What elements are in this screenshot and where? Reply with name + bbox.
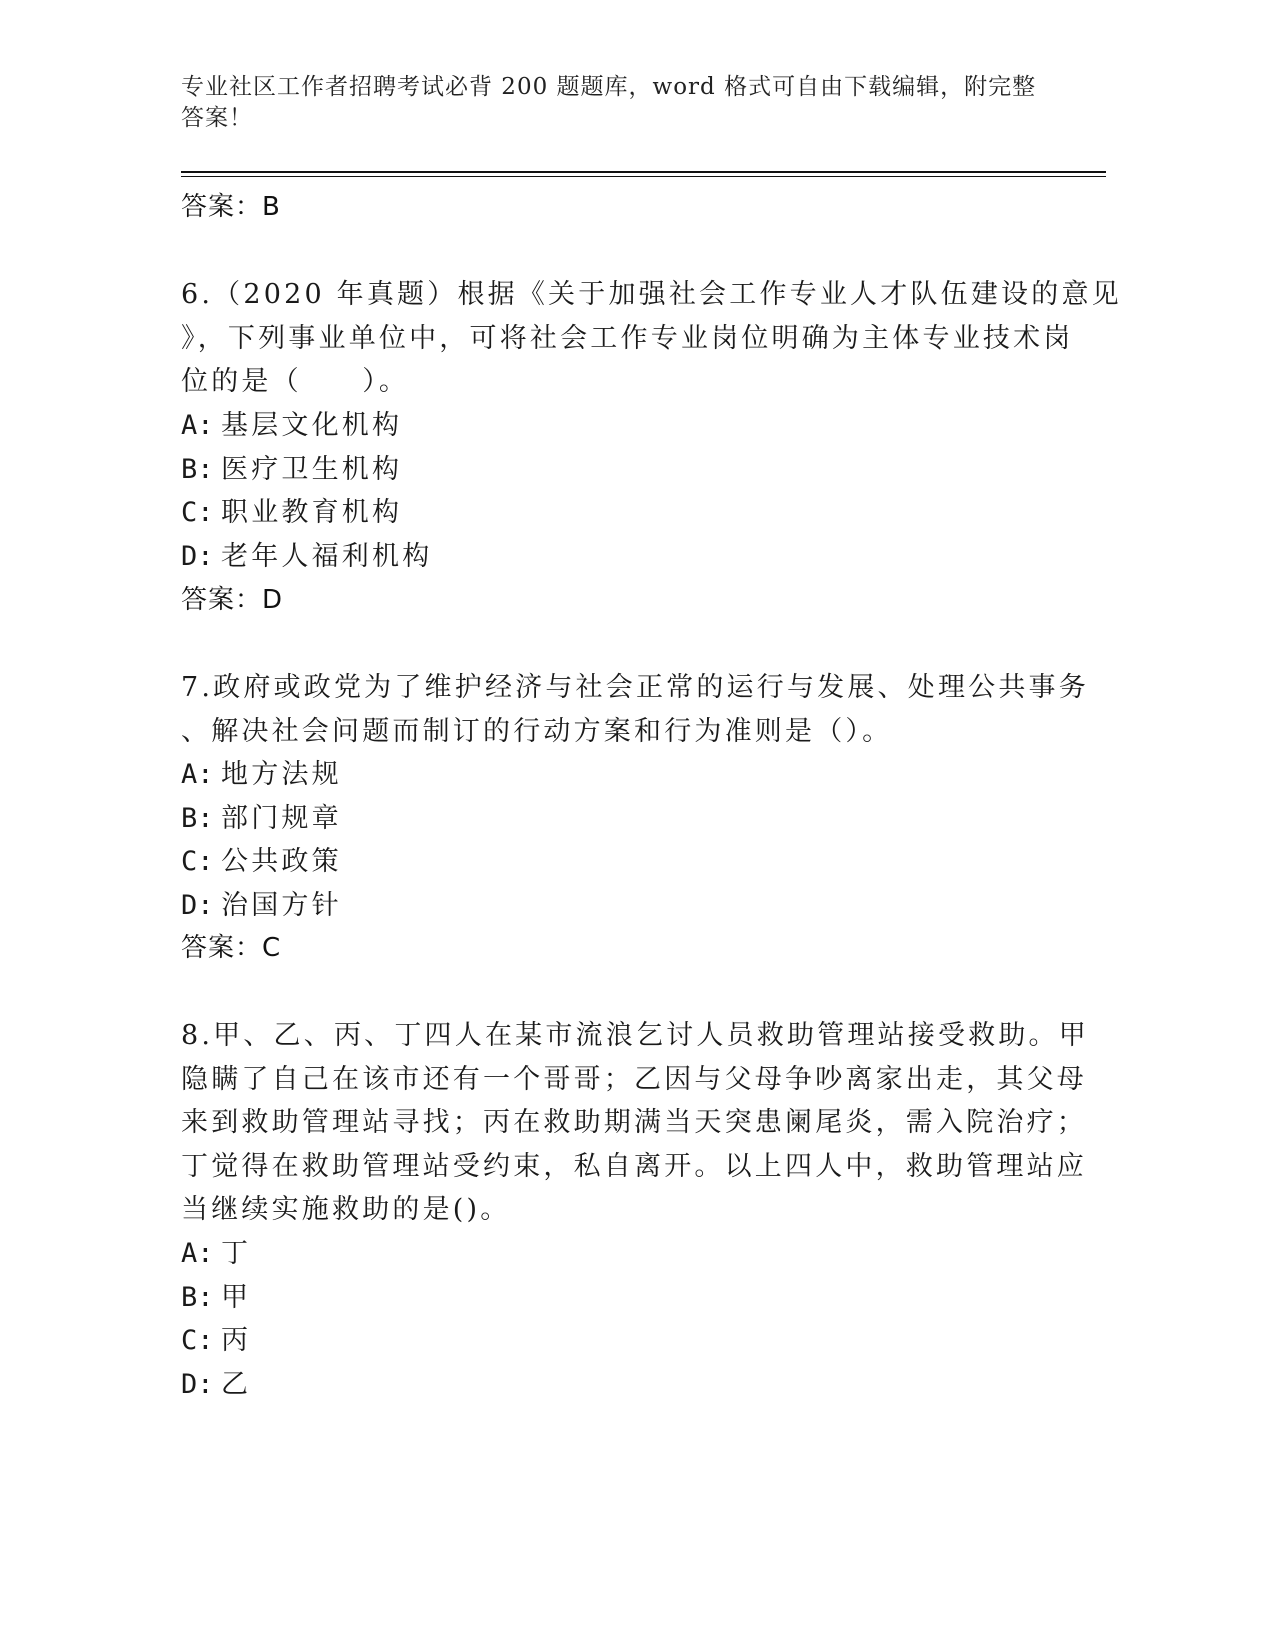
option-key: A: [181, 759, 214, 790]
question-7-answer: 答案：C [181, 933, 282, 963]
question-7-option-a [181, 752, 342, 791]
option-text: 治国方针 [221, 890, 342, 921]
question-8-option-a [181, 1231, 251, 1270]
question-7-option-d [181, 883, 342, 922]
question-8-option-b [181, 1275, 251, 1314]
option-text: 乙 [221, 1369, 252, 1400]
option-text: 公共政策 [221, 846, 342, 877]
question-6-option-d [181, 534, 432, 573]
option-text: 医疗卫生机构 [221, 454, 403, 485]
question-8-line-2: 隐瞒了自己在该市还有一个哥哥；乙因与父母争吵离家出走，其父母 [181, 1064, 1087, 1095]
question-6-line-2: 》，下列事业单位中，可将社会工作专业岗位明确为主体专业技术岗 [181, 323, 1074, 354]
question-8-option-c [181, 1318, 251, 1357]
question-8-option-d [181, 1362, 251, 1401]
document-header: 专业社区工作者招聘考试必背 200 题题库，word 格式可自由下载编辑，附完整答案！ [181, 74, 1037, 131]
option-key: D: [181, 1369, 214, 1400]
option-key: C: [181, 497, 214, 528]
option-key: C: [181, 846, 214, 877]
question-6-line-1: 6.（2020 年真题）根据《关于加强社会工作专业人才队伍建设的意见 [181, 279, 1122, 310]
question-8-line-1: 8.甲、乙、丙、丁四人在某市流浪乞讨人员救助管理站接受救助。甲 [181, 1020, 1089, 1051]
option-key: B: [181, 454, 214, 485]
option-text: 基层文化机构 [221, 410, 403, 441]
option-text: 甲 [221, 1282, 252, 1313]
option-text: 职业教育机构 [221, 497, 403, 528]
question-6-answer: 答案：D [181, 585, 284, 615]
option-key: B: [181, 1282, 214, 1313]
question-7-option-c [181, 839, 342, 878]
question-7-line-2: 、解决社会问题而制订的行动方案和行为准则是（）。 [181, 716, 893, 747]
option-key: B: [181, 803, 214, 834]
option-text: 丁 [221, 1238, 252, 1269]
header-rule-thin [181, 176, 1106, 177]
question-8-line-3: 来到救助管理站寻找；丙在救助期满当天突患阑尾炎，需入院治疗； [181, 1107, 1087, 1138]
question-8-line-5: 当继续实施救助的是()。 [181, 1194, 511, 1225]
option-key: A: [181, 1238, 214, 1269]
option-key: D: [181, 541, 214, 572]
header-rule-thick [181, 171, 1106, 173]
question-8-line-4: 丁觉得在救助管理站受约束，私自离开。以上四人中，救助管理站应 [181, 1151, 1087, 1182]
answer-label: 答案：B [181, 192, 281, 222]
option-key: C: [181, 1325, 214, 1356]
option-text: 老年人福利机构 [221, 541, 433, 572]
question-6-option-c [181, 490, 402, 529]
question-7-line-1: 7.政府或政党为了维护经济与社会正常的运行与发展、处理公共事务 [181, 672, 1089, 703]
question-6-line-3: 位的是（ ）。 [181, 366, 410, 397]
question-7-option-b [181, 796, 342, 835]
question-6-option-a [181, 403, 402, 442]
option-text: 部门规章 [221, 803, 342, 834]
question-6-option-b [181, 447, 402, 486]
option-key: D: [181, 890, 214, 921]
option-text: 地方法规 [221, 759, 342, 790]
option-key: A: [181, 410, 214, 441]
option-text: 丙 [221, 1325, 252, 1356]
